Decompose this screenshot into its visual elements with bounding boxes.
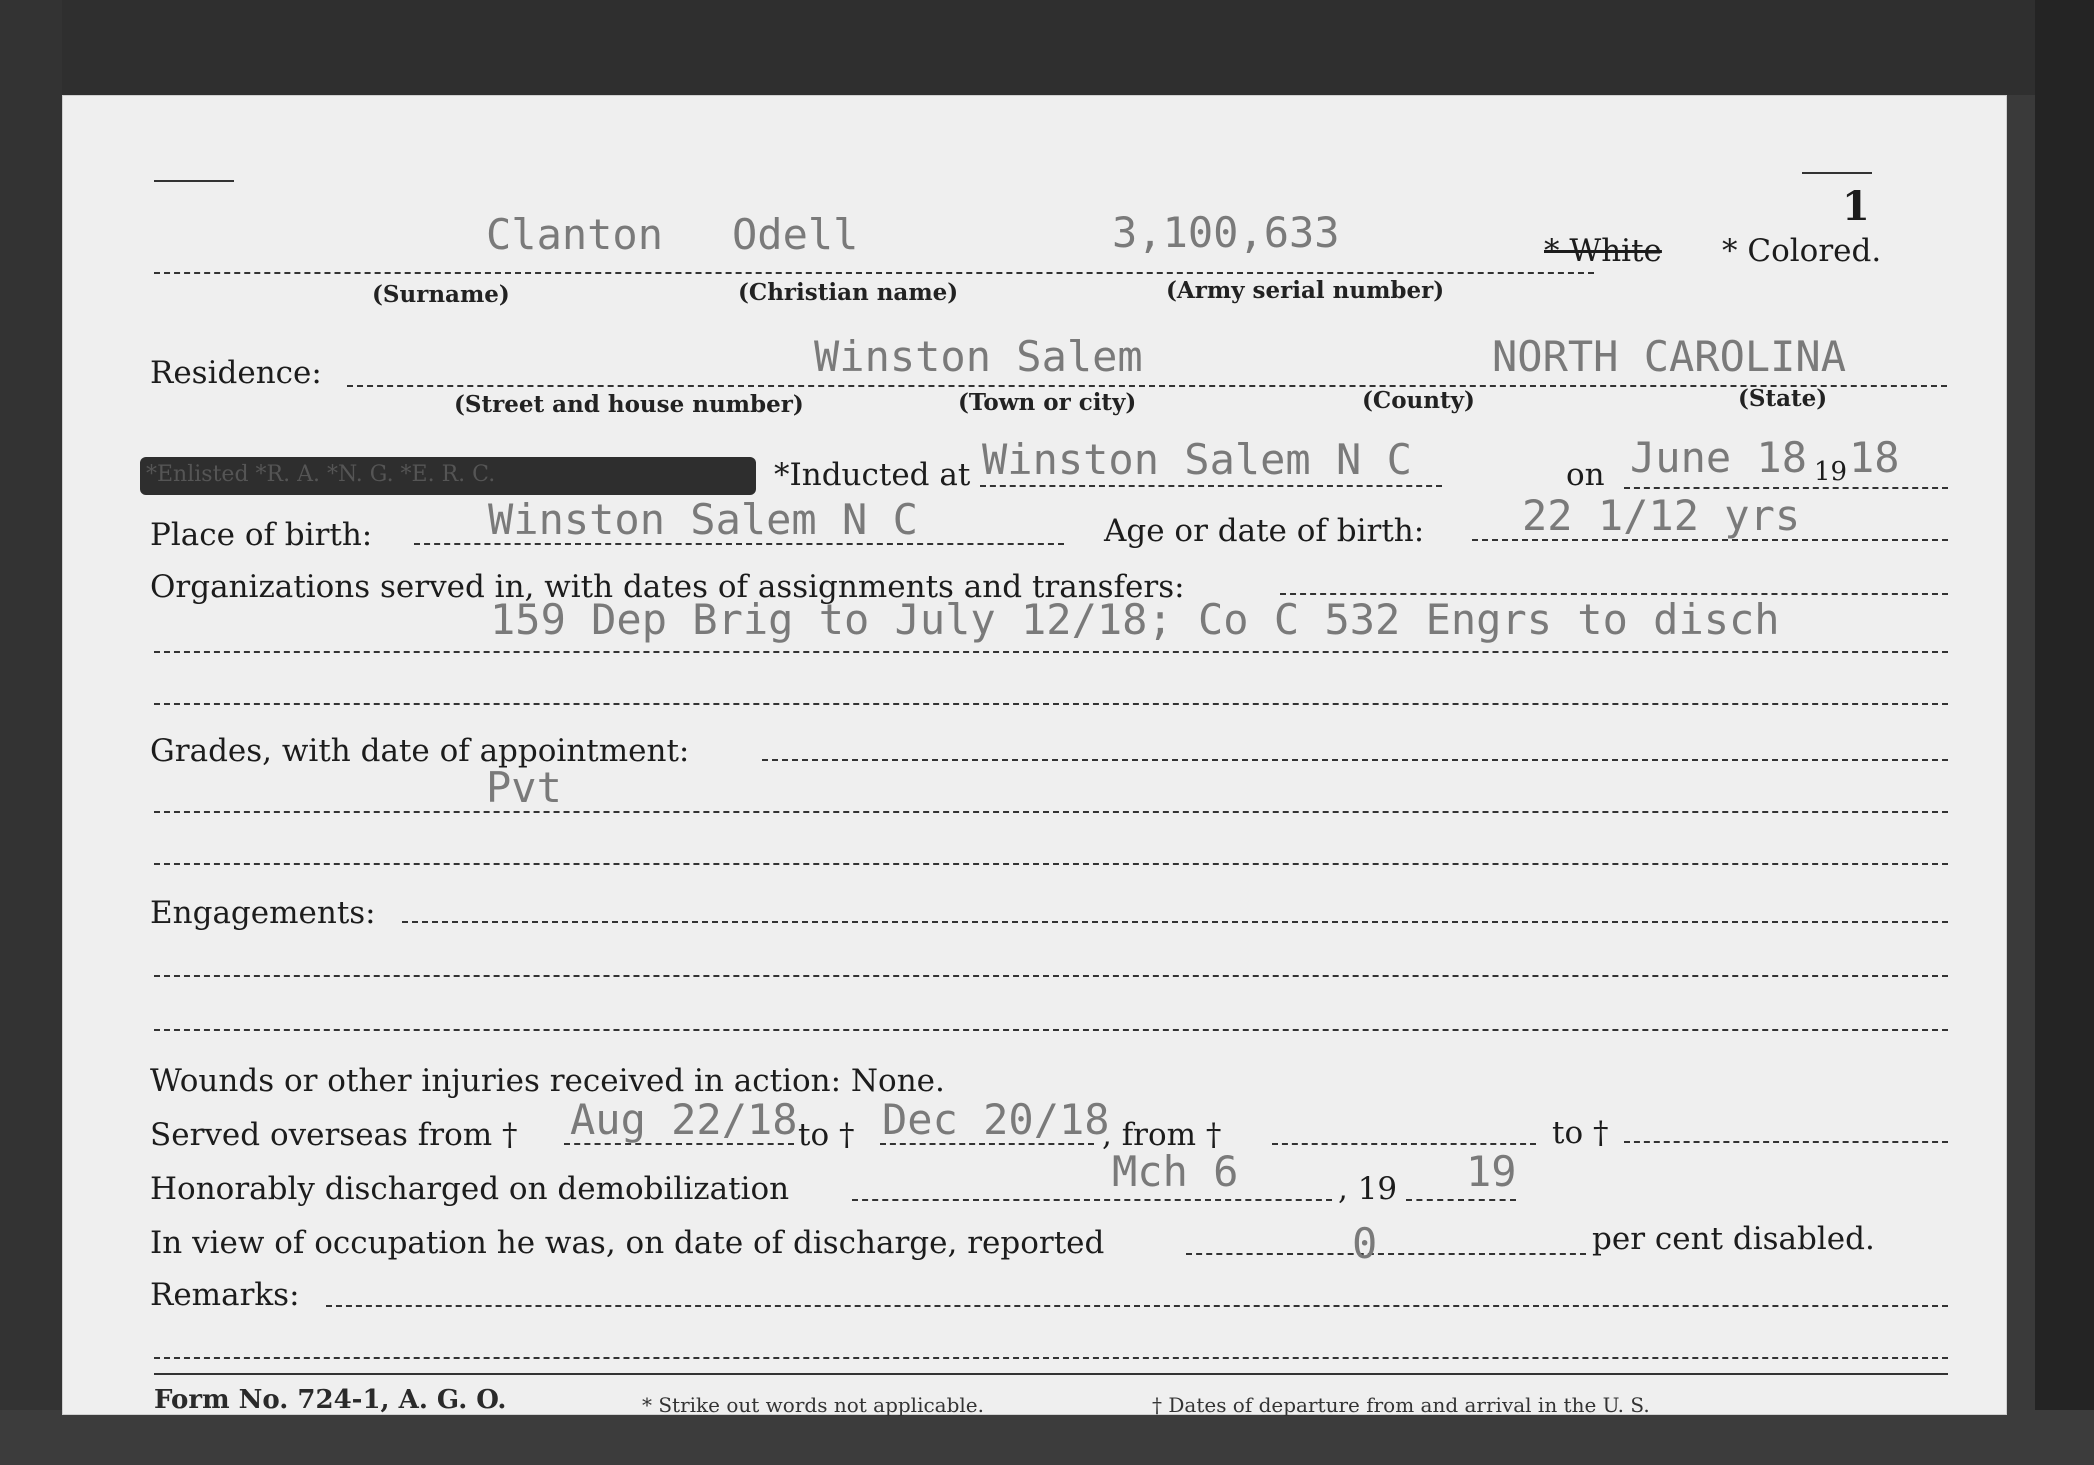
form-number: Form No. 724-1, A. G. O. [154, 1385, 507, 1415]
organizations-label: Organizations served in, with dates of assignments and transfers: [150, 569, 1185, 605]
age-label: Age or date of birth: [1104, 513, 1425, 549]
scan-background-bottom [0, 1410, 2094, 1465]
discharge-date-value: Mch 6 [1112, 1147, 1239, 1196]
footer-rule [154, 1373, 1948, 1375]
inducted-year-prefix: 19 [1814, 457, 1848, 487]
overseas-to-value: Dec 20/18 [882, 1095, 1110, 1144]
grades-line-2 [154, 811, 1948, 813]
card-number: 1 [1842, 183, 1870, 230]
name-line [154, 272, 1594, 274]
inducted-year-value: 18 [1849, 433, 1900, 482]
residence-label: Residence: [150, 355, 322, 391]
scan-background-left [0, 0, 62, 1465]
inducted-on-label: on [1566, 457, 1605, 493]
disability-label: In view of occupation he was, on date of discharge, reported [150, 1225, 1105, 1261]
overseas-from2-line [1272, 1143, 1536, 1145]
inducted-date-line [1624, 487, 1948, 489]
residence-state-value: NORTH CAROLINA [1492, 332, 1847, 381]
discharge-year-value: 19 [1466, 1147, 1517, 1196]
service-record-card [62, 95, 2007, 1415]
place-of-birth-label: Place of birth: [150, 517, 373, 553]
age-line [1472, 539, 1948, 541]
place-of-birth-line [414, 543, 1064, 545]
footer-note-dates: † Dates of departure from and arrival in the U. S. [1152, 1393, 1650, 1417]
corner-rule-left [154, 180, 234, 182]
caption-state: (State) [1738, 385, 1828, 412]
grades-line-3 [154, 863, 1948, 865]
overseas-from2-label: , from † [1102, 1117, 1222, 1153]
organizations-value: 159 Dep Brig to July 12/18; Co C 532 Engrs to disch [490, 595, 1780, 644]
discharge-year-line [1406, 1199, 1516, 1201]
residence-town-value: Winston Salem [814, 332, 1143, 381]
grades-value: Pvt [486, 763, 562, 812]
disability-line [1186, 1253, 1586, 1255]
caption-christian-name: (Christian name) [738, 279, 959, 306]
remarks-line-1 [326, 1305, 1948, 1307]
disability-value: 0 [1352, 1219, 1378, 1268]
caption-county: (County) [1362, 387, 1475, 414]
footer-note-strike: * Strike out words not applicable. [642, 1393, 984, 1417]
grades-line-1 [762, 759, 1948, 761]
age-value: 22 1/12 yrs [1522, 491, 1801, 540]
organizations-line-2 [154, 651, 1948, 653]
remarks-label: Remarks: [150, 1277, 300, 1313]
overseas-to-label: to † [798, 1117, 855, 1153]
organizations-line-3 [154, 703, 1948, 705]
caption-street: (Street and house number) [454, 391, 804, 418]
race-colored: * Colored. [1722, 233, 1882, 269]
surname-value: Clanton [486, 210, 664, 259]
inducted-place-value: Winston Salem N C [982, 435, 1412, 484]
overseas-to-line [880, 1143, 1094, 1145]
overseas-to2-label: to † [1552, 1115, 1609, 1151]
serial-number-value: 3,100,633 [1112, 208, 1340, 257]
discharge-date-line [852, 1199, 1332, 1201]
discharge-year-label: , 19 [1338, 1171, 1398, 1207]
race-white-struck: * White [1544, 233, 1662, 269]
inducted-date-value: June 18 [1630, 433, 1808, 482]
caption-serial-number: (Army serial number) [1166, 277, 1445, 304]
redacted-enlistment-options: *Enlisted *R. A. *N. G. *E. R. C. [140, 457, 756, 495]
engagements-label: Engagements: [150, 895, 376, 931]
remarks-line-2 [154, 1357, 1948, 1359]
engagements-line-2 [154, 975, 1948, 977]
christian-name-value: Odell [732, 210, 859, 259]
overseas-label: Served overseas from † [150, 1117, 518, 1153]
overseas-to2-line [1624, 1141, 1948, 1143]
place-of-birth-value: Winston Salem N C [488, 495, 918, 544]
scan-background-top [0, 0, 2094, 95]
engagements-line-3 [154, 1029, 1948, 1031]
residence-line [347, 385, 1947, 387]
scan-background-right [2035, 0, 2094, 1465]
discharge-label: Honorably discharged on demobilization [150, 1171, 790, 1207]
inducted-label: *Inducted at [774, 457, 971, 493]
disability-suffix: per cent disabled. [1592, 1221, 1875, 1257]
grades-label: Grades, with date of appointment: [150, 733, 690, 769]
caption-surname: (Surname) [372, 281, 510, 308]
wounds-label: Wounds or other injuries received in action: None. [150, 1063, 945, 1099]
inducted-place-line [980, 485, 1442, 487]
corner-rule-right [1802, 172, 1872, 174]
caption-town: (Town or city) [958, 389, 1137, 416]
overseas-from-value: Aug 22/18 [570, 1095, 798, 1144]
overseas-from-line [564, 1143, 794, 1145]
engagements-line-1 [402, 921, 1948, 923]
